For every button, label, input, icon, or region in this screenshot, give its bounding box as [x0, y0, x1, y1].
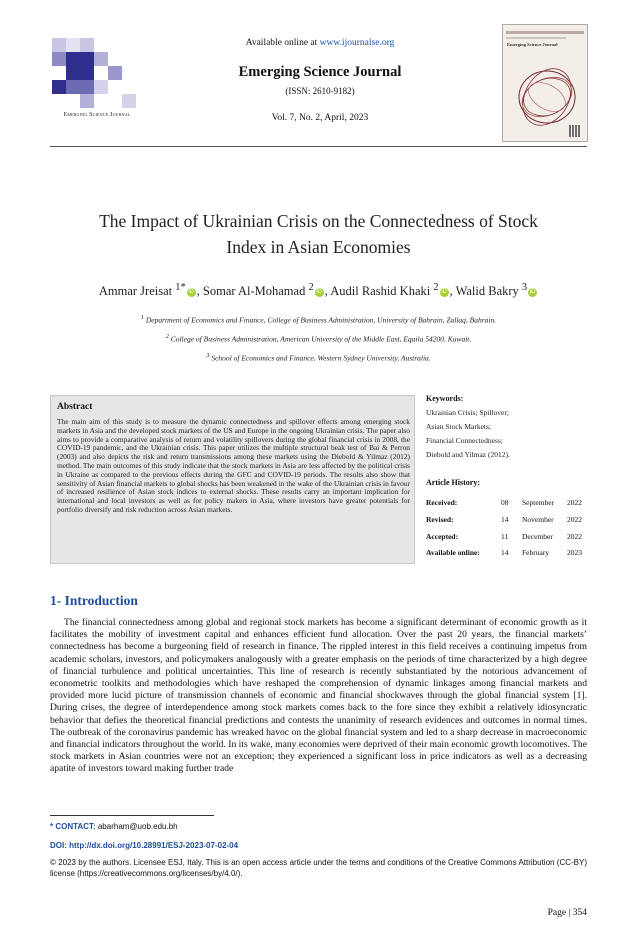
intro-paragraph: The financial connectedness among global and regional stock markets has become a significant determinant of economic growth as it facilitates the mobility of investment capital and enhances efficient fund allocation. Over the past 20 years, the financial markets’ connectedness has become a burgeoning field of research in finance. The rippled interest in this field receives a continuing impetus from academic scholars, investors, and policymakers analogously with a greater emphasis on the periods of time characterized by a high degree of financial turbulence and political uncertainties. This line of research is recently substantiated by the notorious advancement of econometric toolkits and methodologies which have reshaped the comprehension of dynamic linkages among financial markets and provided more lucid picture of transmission channels of economic and financial shockwaves through the global financial system [1]. During crises, the degree of interdependence among stock markets comes back to the fore since they exhibit a relatively idiosyncratic behavior that defies the theoretical financial predictions and contests the unanimity of research evidences and outcomes in normal times. The outbreak of the coronavirus pandemic has wreaked havoc on the global financial system and led to a sharp decrease in macroeconomic and financial indicators throughout the world. In its wake, many economies were deprived of their main economic growth locomotives. The stock markets in Asian countries were not an exception; they experienced a significant loss in price indicators as well as a decreasing apatite of investors toward making further trade — [50, 617, 587, 775]
license-text: © 2023 by the authors. Licensee ESJ, Italy. This is an open access article under the terms and conditions of the Creative Commons Attribution (CC-BY) license (https://creativecommons.org/licenses/by/4.0/). — [50, 858, 587, 878]
journal-logo — [52, 38, 142, 122]
author-list — [50, 282, 587, 299]
volume-info: Vol. 7, No. 2, April, 2023 — [271, 113, 369, 123]
cover-title: Emerging Science Journal — [507, 42, 558, 47]
available-online — [180, 38, 460, 48]
journal-url-link[interactable]: www.ijournalse.org — [319, 38, 395, 48]
section-heading: 1- Introduction — [50, 593, 138, 608]
orcid-icon[interactable]: iD — [529, 288, 536, 295]
journal-cover-image — [502, 24, 588, 142]
keyword-item: Diebold and Yilmaz (2012). — [426, 450, 510, 459]
keyword-item: Ukrainian Crisis; Spillover; — [426, 408, 509, 417]
doi-link[interactable]: http://dx.doi.org/10.28991/ESJ-2023-07-02-04 — [69, 841, 239, 850]
keyword-item: Financial Connectedness; — [426, 436, 503, 445]
header-divider — [50, 146, 587, 147]
keyword-item: Asian Stock Markets; — [426, 422, 491, 431]
history-heading: Article History: — [426, 478, 480, 487]
available-prefix: Available online at — [245, 38, 318, 48]
orcid-icon[interactable]: iD — [188, 288, 194, 295]
journal-name: Emerging Science Journal — [238, 64, 402, 80]
issn: (ISSN: 2610-9182) — [285, 86, 355, 96]
abstract-body: The main aim of this study is to measure the dynamic connectedness and spillover effects among emerging stock markets in Asia and the developed stock markets of the US and Europe in the ongoing Ukrainian crisis. The paper also aims to provide a comparative analysis of return and volatility spillovers during the global financial crisis in 2008, the COVID-19 pandemic, and the Ukrainian crisis. This paper utilizes the multiple structural beak test of Bai & Perron (2003) and also depicts the risk and return transmissions among these markets using the Diebold & Yilmaz (2012) method. The main outcomes of this study indicate that the stock markets in Asia are less affected by the political crisis in Ukraine as compared to the previous effects during the GFC and COVID-19 periods. The results also show that sensitivity of Asian financial markets to global shocks has been weakened in the wake of the Ukrainian crisis in favour of increased resilience of Asian stock indices to external shocks. These results carry an important implication for international and local investors as well as for policy makers in Asia, where investors have greater potentials for portfolio diversify and risk reduction across Asian markets. — [57, 417, 410, 514]
affiliation-3: $^3$ School of Economics and Finance, Western Sydney University, Australia. — [206, 352, 431, 363]
orcid-icon[interactable]: iD — [441, 288, 447, 295]
orcid-icon[interactable]: iD — [316, 288, 322, 295]
affiliation-1: $^1$ Department of Economics and Finance, College of Business Administration, University of Bahrain, Zallaq, Bahrain. — [140, 314, 497, 325]
paper-title — [70, 208, 567, 260]
keywords-heading: Keywords: — [426, 394, 464, 403]
author-3: Audil Rashid Khaki $^2$ iD , — [330, 282, 453, 299]
page-number: Page | 354 — [547, 908, 587, 918]
title-line-1: The Impact of Ukrainian Crisis on the Connectedness of Stock — [99, 211, 538, 231]
qr-code-icon — [569, 125, 581, 137]
author-1: Ammar Jreisat $^{1*}$ iD , — [98, 282, 200, 299]
author-2: Somar Al-Mohamad $^2$ iD , — [202, 282, 328, 299]
abstract-heading: Abstract — [57, 402, 93, 412]
contact-email[interactable]: abarham@uob.edu.bh — [97, 822, 178, 831]
contact-footnote: * CONTACT: abarham@uob.edu.bh — [50, 822, 178, 831]
doi-footnote: DOI: http://dx.doi.org/10.28991/ESJ-2023-07-02-04 — [50, 841, 239, 850]
title-line-2: Index in Asian Economies — [226, 237, 411, 257]
author-4: Walid Bakry $^3$ iD — [455, 282, 536, 299]
logo-text: Emerging Science Journal — [63, 112, 131, 118]
footnote-divider — [50, 815, 214, 816]
affiliation-2: $^2$ College of Business Administration, American University of the Middle East, Eqaila 54200, Kuwait. — [165, 333, 472, 344]
